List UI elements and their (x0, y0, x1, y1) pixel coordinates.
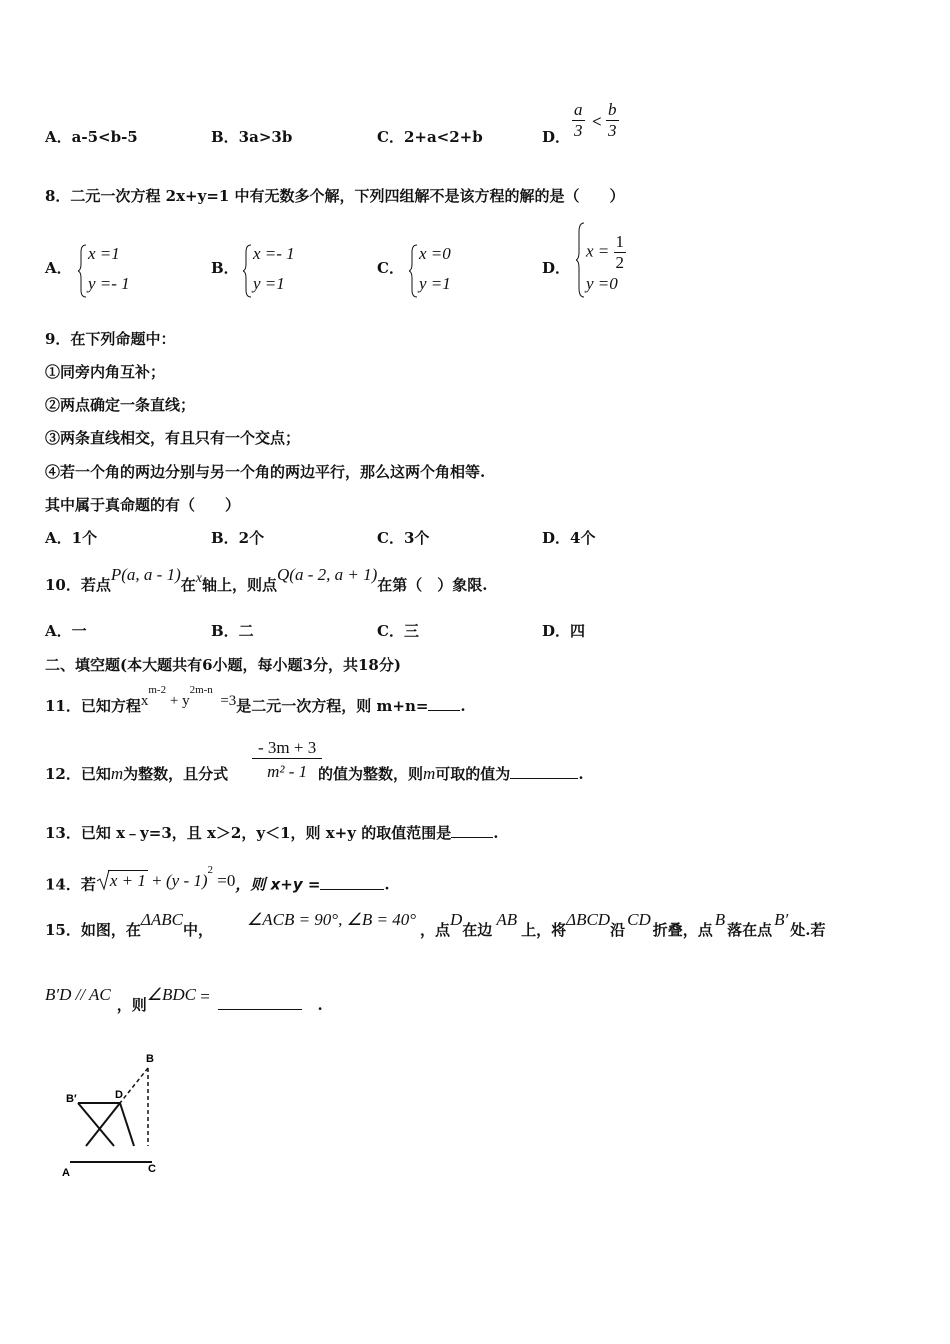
brace-icon (243, 244, 253, 298)
answer-blank[interactable] (428, 710, 460, 711)
q14-expression: x + 1 + (y - 1)$^2$ =0 (96, 871, 236, 890)
q15-stem-line1: 15．如图，在ΔABC中，∠ACB = 90°, ∠B = 40°，点D在边AB上，将ΔBCD沿CD折叠，点B落在点B′处.若 (45, 910, 826, 939)
q7-frac-a: $\frac{a}{3}$ (574, 100, 583, 140)
brace-icon (576, 222, 586, 298)
segment-dc (120, 1103, 134, 1146)
answer-blank[interactable] (320, 889, 384, 890)
q9-item-2: ②两点确定一条直线； (45, 396, 196, 414)
q10-option-a: A．一 (45, 622, 87, 640)
answer-blank[interactable] (451, 837, 493, 838)
q7-option-c: C．2+a<2+b (377, 128, 483, 146)
label-bprime: B′ (66, 1093, 77, 1105)
q8-c-label: C． (377, 259, 404, 277)
q11-stem: 11．已知方程$x^{m-2} + y^{2m-n} =3$是二元一次方程，则 m+n= . (45, 684, 466, 715)
q9-option-a: A．1个 (45, 529, 98, 547)
brace-icon (78, 244, 88, 298)
q9-option-d: D．4个 (542, 529, 596, 547)
label-b: B (146, 1053, 154, 1065)
point-q: Q(a - 2, a + 1) (277, 565, 378, 584)
q15-figure (58, 1048, 168, 1188)
q9-item-3: ③两条直线相交，有且只有一个交点； (45, 429, 301, 447)
q7-frac-b: $\frac{b}{3}$ (608, 100, 617, 140)
q9-option-c: C．3个 (377, 529, 430, 547)
label-d: D (115, 1089, 123, 1101)
label-a: A (62, 1167, 70, 1179)
q9-question: 其中属于真命题的有（ ） (45, 496, 241, 514)
q13-stem: 13．已知 x﹣y=3，且 x＞2，y＜1，则 x+y 的取值范围是 . (45, 824, 499, 842)
q7-option-b: B．3a>3b (211, 128, 293, 146)
q12-stem: 12．已知m为整数，且分式 (45, 764, 229, 783)
sqrt-symbol: x + 1 (96, 871, 148, 891)
label-c: C (148, 1163, 156, 1175)
q10-option-c: C．三 (377, 622, 419, 640)
q9-item-4: ④若一个角的两边分别与另一个角的两边平行，那么这两个角相等. (45, 463, 486, 481)
q8-a-label: A． (45, 259, 72, 277)
q8-b-label: B． (211, 259, 239, 277)
q11-equation: $x^{m-2} + y^{2m-n} =3$ (140, 684, 237, 709)
radical-icon (96, 869, 110, 891)
q15-stem-line2: B′D // AC，则∠BDC = . (45, 985, 323, 1014)
section-heading: 二、填空题(本大题共有6小题，每小题3分，共18分) (45, 656, 401, 674)
segment-fold (86, 1103, 120, 1146)
q10-option-d: D．四 (542, 622, 586, 640)
answer-blank[interactable] (510, 778, 578, 779)
q12-tail: 的值为整数，则m可取的值为 . (318, 764, 584, 783)
q8-d-fraction: $\frac{1}{2}$ (615, 232, 625, 272)
q9-item-1: ①同旁内角互补； (45, 363, 166, 381)
q14-stem: 14．若 x + 1 + (y - 1)$^2$ =0，则 x+y = . (45, 864, 390, 894)
q10-option-b: B．二 (211, 622, 254, 640)
q8-stem: 8．二元一次方程 2x+y=1 中有无数多个解，下列四组解不是该方程的解的是（ ） (45, 187, 625, 205)
q15-angles: ∠ACB = 90°, ∠B = 40° (246, 910, 416, 929)
q9-stem: 9．在下列命题中： (45, 330, 176, 348)
segment-bpc (78, 1103, 114, 1146)
q7-option-d: D． $\frac{a}{3}$ < $\frac{b}{3}$ (542, 100, 617, 146)
brace-icon (409, 244, 419, 298)
segment-bd (120, 1068, 148, 1103)
q7-option-a: A．a-5<b-5 (45, 128, 138, 146)
q8-d-label: D． (542, 259, 571, 277)
point-p: P(a, a - 1) (110, 565, 181, 584)
answer-blank[interactable] (218, 1009, 302, 1010)
q10-stem: 10．若点P(a, a - 1)在x轴上，则点Q(a - 2, a + 1)在第（ ）象限. (45, 565, 488, 594)
q12-fraction: $\frac{- 3m + 3}{\text{m² - 1}}$ (252, 738, 322, 782)
q9-option-b: B．2个 (211, 529, 265, 547)
